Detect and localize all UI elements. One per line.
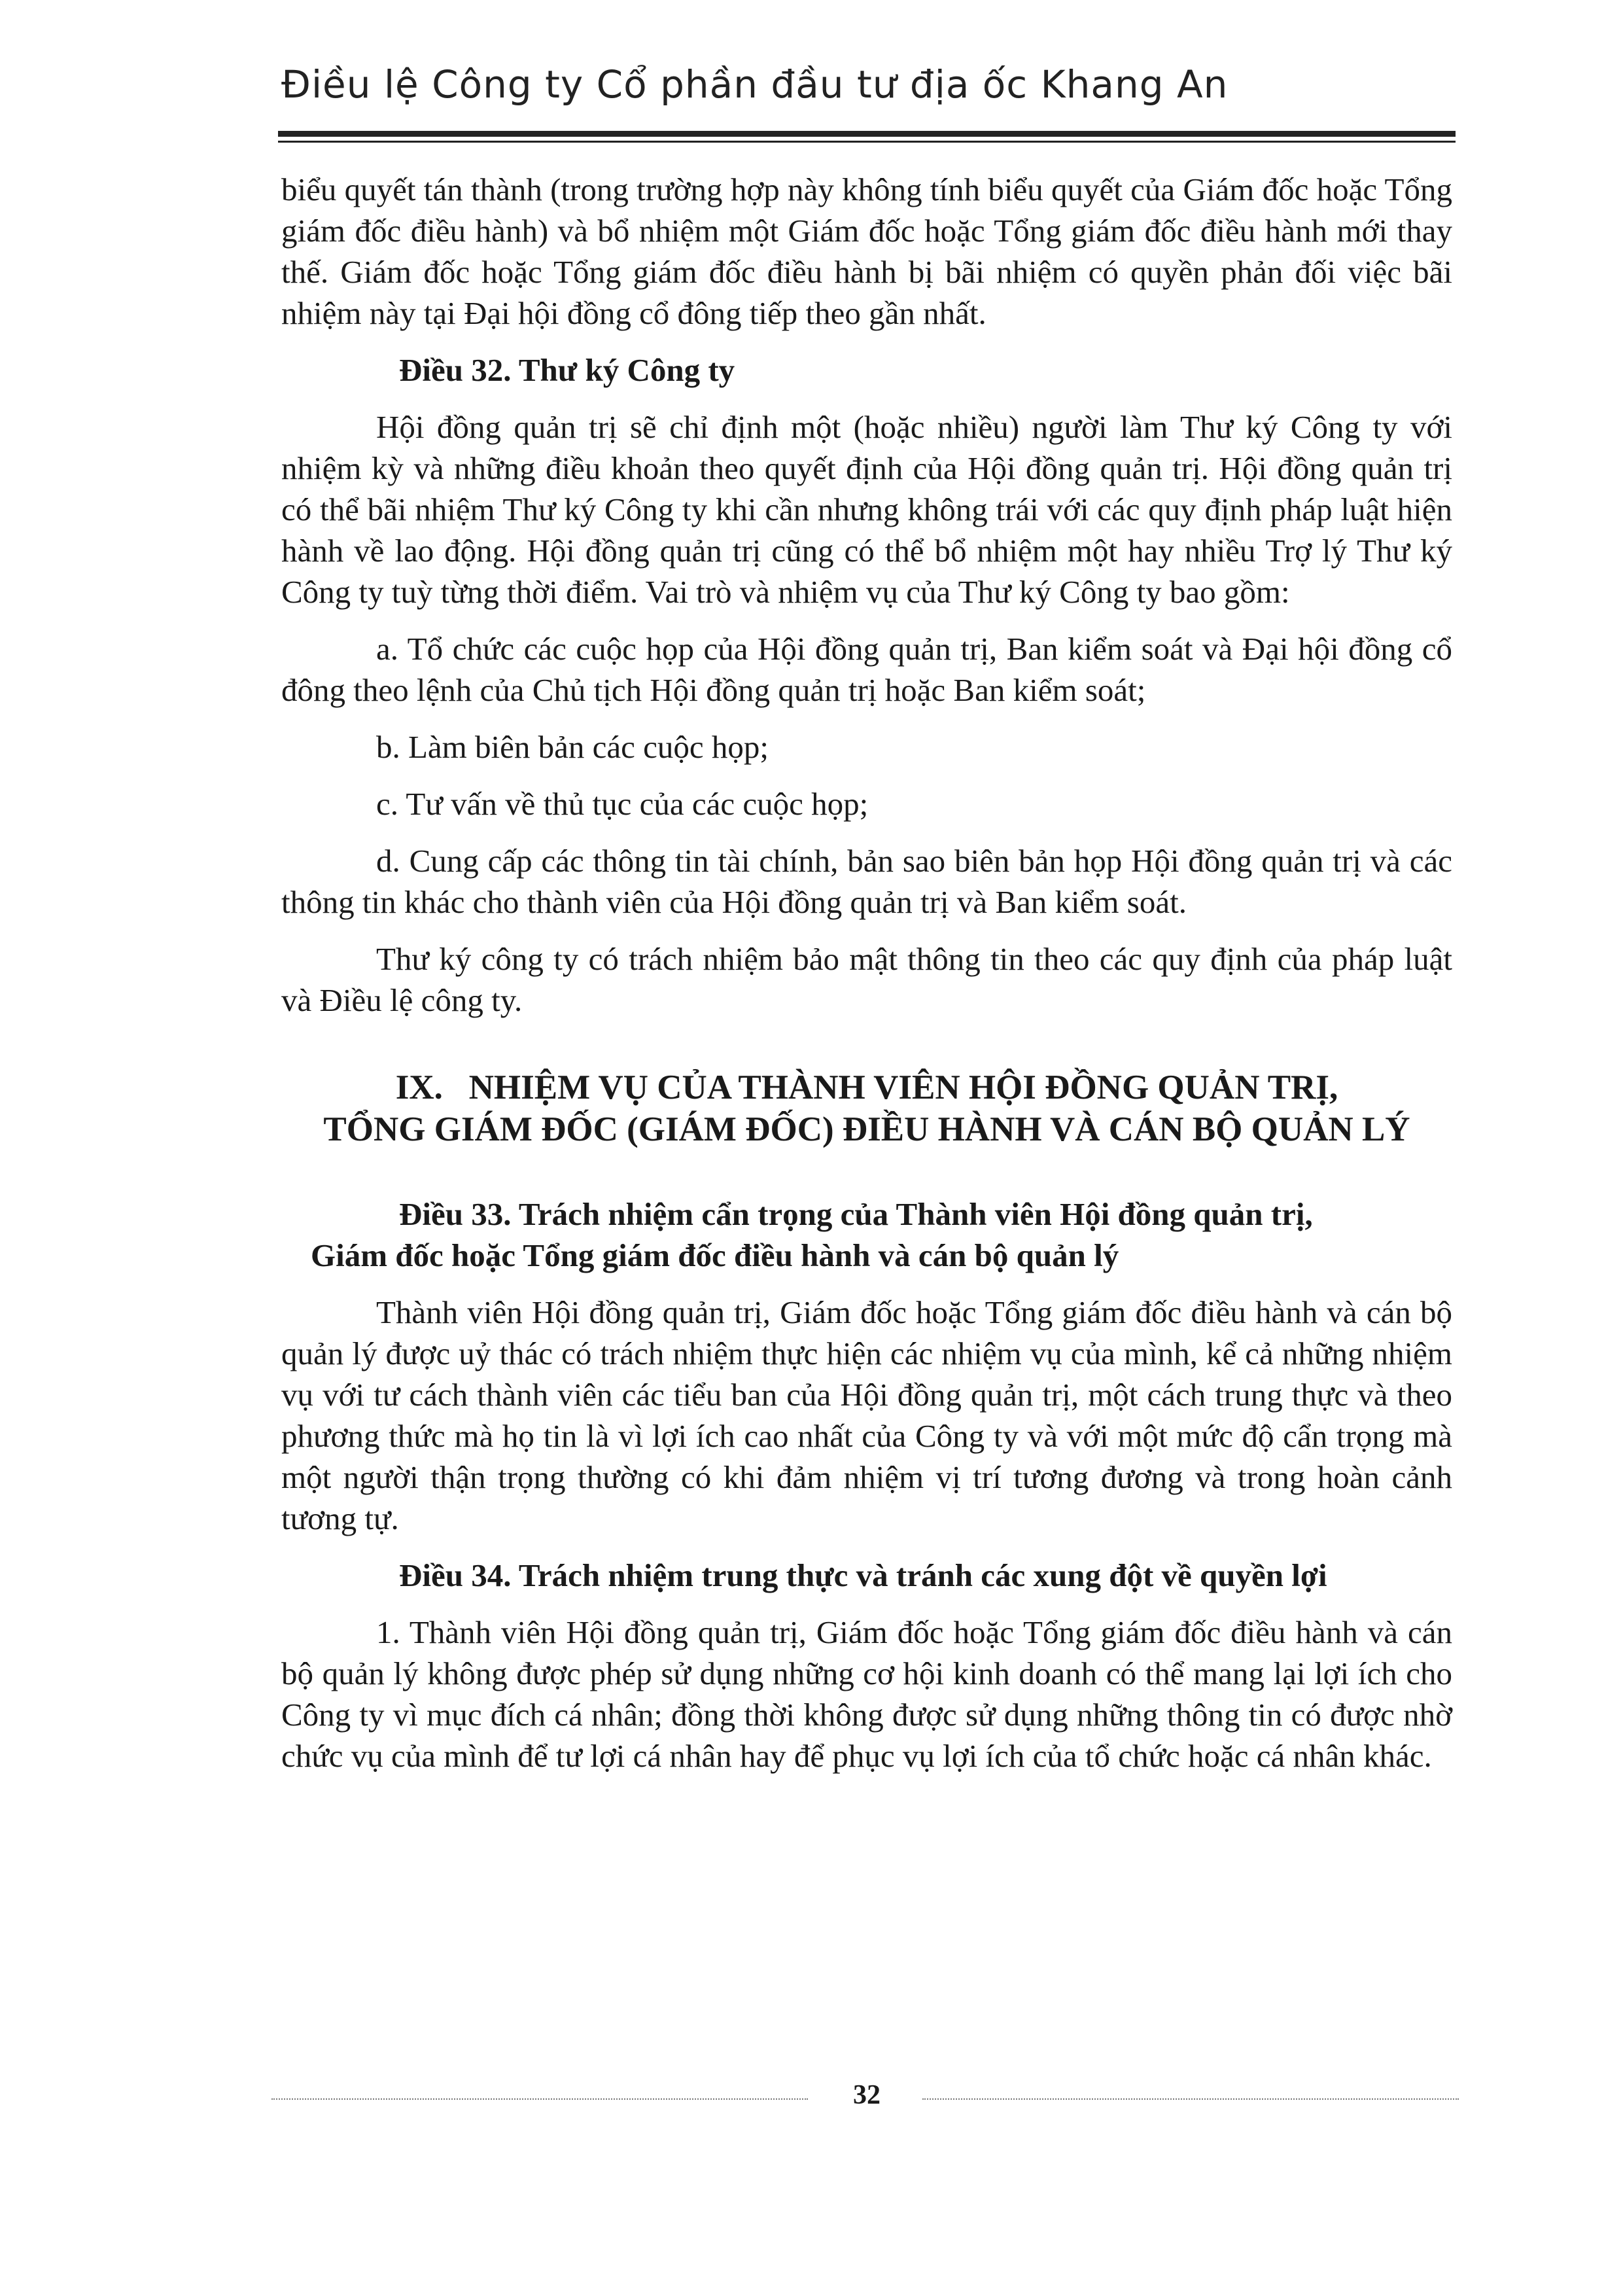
article-32-title: Điều 32. Thư ký Công ty bbox=[399, 352, 735, 388]
article-34-paragraph-1: 1. Thành viên Hội đồng quản trị, Giám đốc hoặc Tổng giám đốc điều hành và cán bộ quản lý không được phép sử dụng những cơ hội kinh doanh có thể mang lại lợi ích cho Công ty vì mục đích cá nhân; đồng thời không được sử dụng những thông tin có được nhờ chức vụ của mình để tư lợi cá nhân hay để phục vụ lợi ích của tổ chức hoặc cá nhân khác. bbox=[281, 1614, 1452, 1774]
chapter-ix-heading bbox=[281, 1067, 1452, 1150]
article-33-paragraph: Thành viên Hội đồng quản trị, Giám đốc hoặc Tổng giám đốc điều hành và cán bộ quản lý được uỷ thác có trách nhiệm thực hiện các nhiệm vụ của mình, kể cả những nhiệm vụ với tư cách thành viên các tiểu ban của Hội đồng quản trị, một cách trung thực và theo phương thức mà họ tin là vì lợi ích cao nhất của Công ty và với một mức độ cẩn trọng mà một người thận trọng thường có khi đảm nhiệm vị trí tương đương và trong hoàn cảnh tương tự. bbox=[281, 1294, 1452, 1536]
article-33-title bbox=[281, 1193, 1452, 1276]
header-rule-thin bbox=[278, 141, 1456, 143]
article-33-title-line-1: Điều 33. Trách nhiệm cẩn trọng của Thành viên Hội đồng quản trị, bbox=[399, 1196, 1313, 1232]
document-header-title: Điều lệ Công ty Cổ phần đầu tư địa ốc Khang An bbox=[281, 62, 1229, 107]
article-32-closing-paragraph: Thư ký công ty có trách nhiệm bảo mật thông tin theo các quy định của pháp luật và Điều lệ công ty. bbox=[281, 941, 1452, 1018]
list-item-d: d. Cung cấp các thông tin tài chính, bản sao biên bản họp Hội đồng quản trị và các thông tin khác cho thành viên của Hội đồng quản trị và Ban kiểm soát. bbox=[281, 843, 1452, 920]
footer-rule-right bbox=[922, 2098, 1459, 2101]
chapter-heading-line-2: TỔNG GIÁM ĐỐC (GIÁM ĐỐC) ĐIỀU HÀNH VÀ CÁN BỘ QUẢN LÝ bbox=[323, 1110, 1410, 1148]
list-item-b: b. Làm biên bản các cuộc họp; bbox=[376, 729, 769, 765]
page-content bbox=[281, 169, 1452, 1792]
paragraph-continuation: biểu quyết tán thành (trong trường hợp này không tính biểu quyết của Giám đốc hoặc Tổng giám đốc điều hành) và bổ nhiệm một Giám đốc hoặc Tổng giám đốc điều hành mới thay thế. Giám đốc hoặc Tổng giám đốc điều hành bị bãi nhiệm có quyền phản đối việc bãi nhiệm này tại Đại hội đồng cổ đông tiếp theo gần nhất. bbox=[281, 171, 1452, 331]
page-number: 32 bbox=[853, 2080, 881, 2110]
article-32-paragraph: Hội đồng quản trị sẽ chỉ định một (hoặc nhiều) người làm Thư ký Công ty với nhiệm kỳ và những điều khoản theo quyết định của Hội đồng quản trị. Hội đồng quản trị có thể bãi nhiệm Thư ký Công ty khi cần nhưng không trái với các quy định pháp luật hiện hành về lao động. Hội đồng quản trị cũng có thể bổ nhiệm một hay nhiều Trợ lý Thư ký Công ty tuỳ từng thời điểm. Vai trò và nhiệm vụ của Thư ký Công ty bao gồm: bbox=[281, 409, 1452, 610]
list-item-a: a. Tổ chức các cuộc họp của Hội đồng quản trị, Ban kiểm soát và Đại hội đồng cổ đông theo lệnh của Chủ tịch Hội đồng quản trị hoặc Ban kiểm soát; bbox=[281, 631, 1452, 708]
list-item-c: c. Tư vấn về thủ tục của các cuộc họp; bbox=[376, 786, 869, 822]
footer-rule-left bbox=[271, 2098, 808, 2101]
header-rule bbox=[278, 131, 1456, 137]
article-33-title-line-2: Giám đốc hoặc Tổng giám đốc điều hành và cán bộ quản lý bbox=[311, 1237, 1119, 1273]
article-34-title: Điều 34. Trách nhiệm trung thực và tránh các xung đột về quyền lợi bbox=[399, 1557, 1327, 1593]
chapter-heading-line-1: IX. NHIỆM VỤ CỦA THÀNH VIÊN HỘI ĐỒNG QUẢN TRỊ, bbox=[395, 1069, 1338, 1106]
